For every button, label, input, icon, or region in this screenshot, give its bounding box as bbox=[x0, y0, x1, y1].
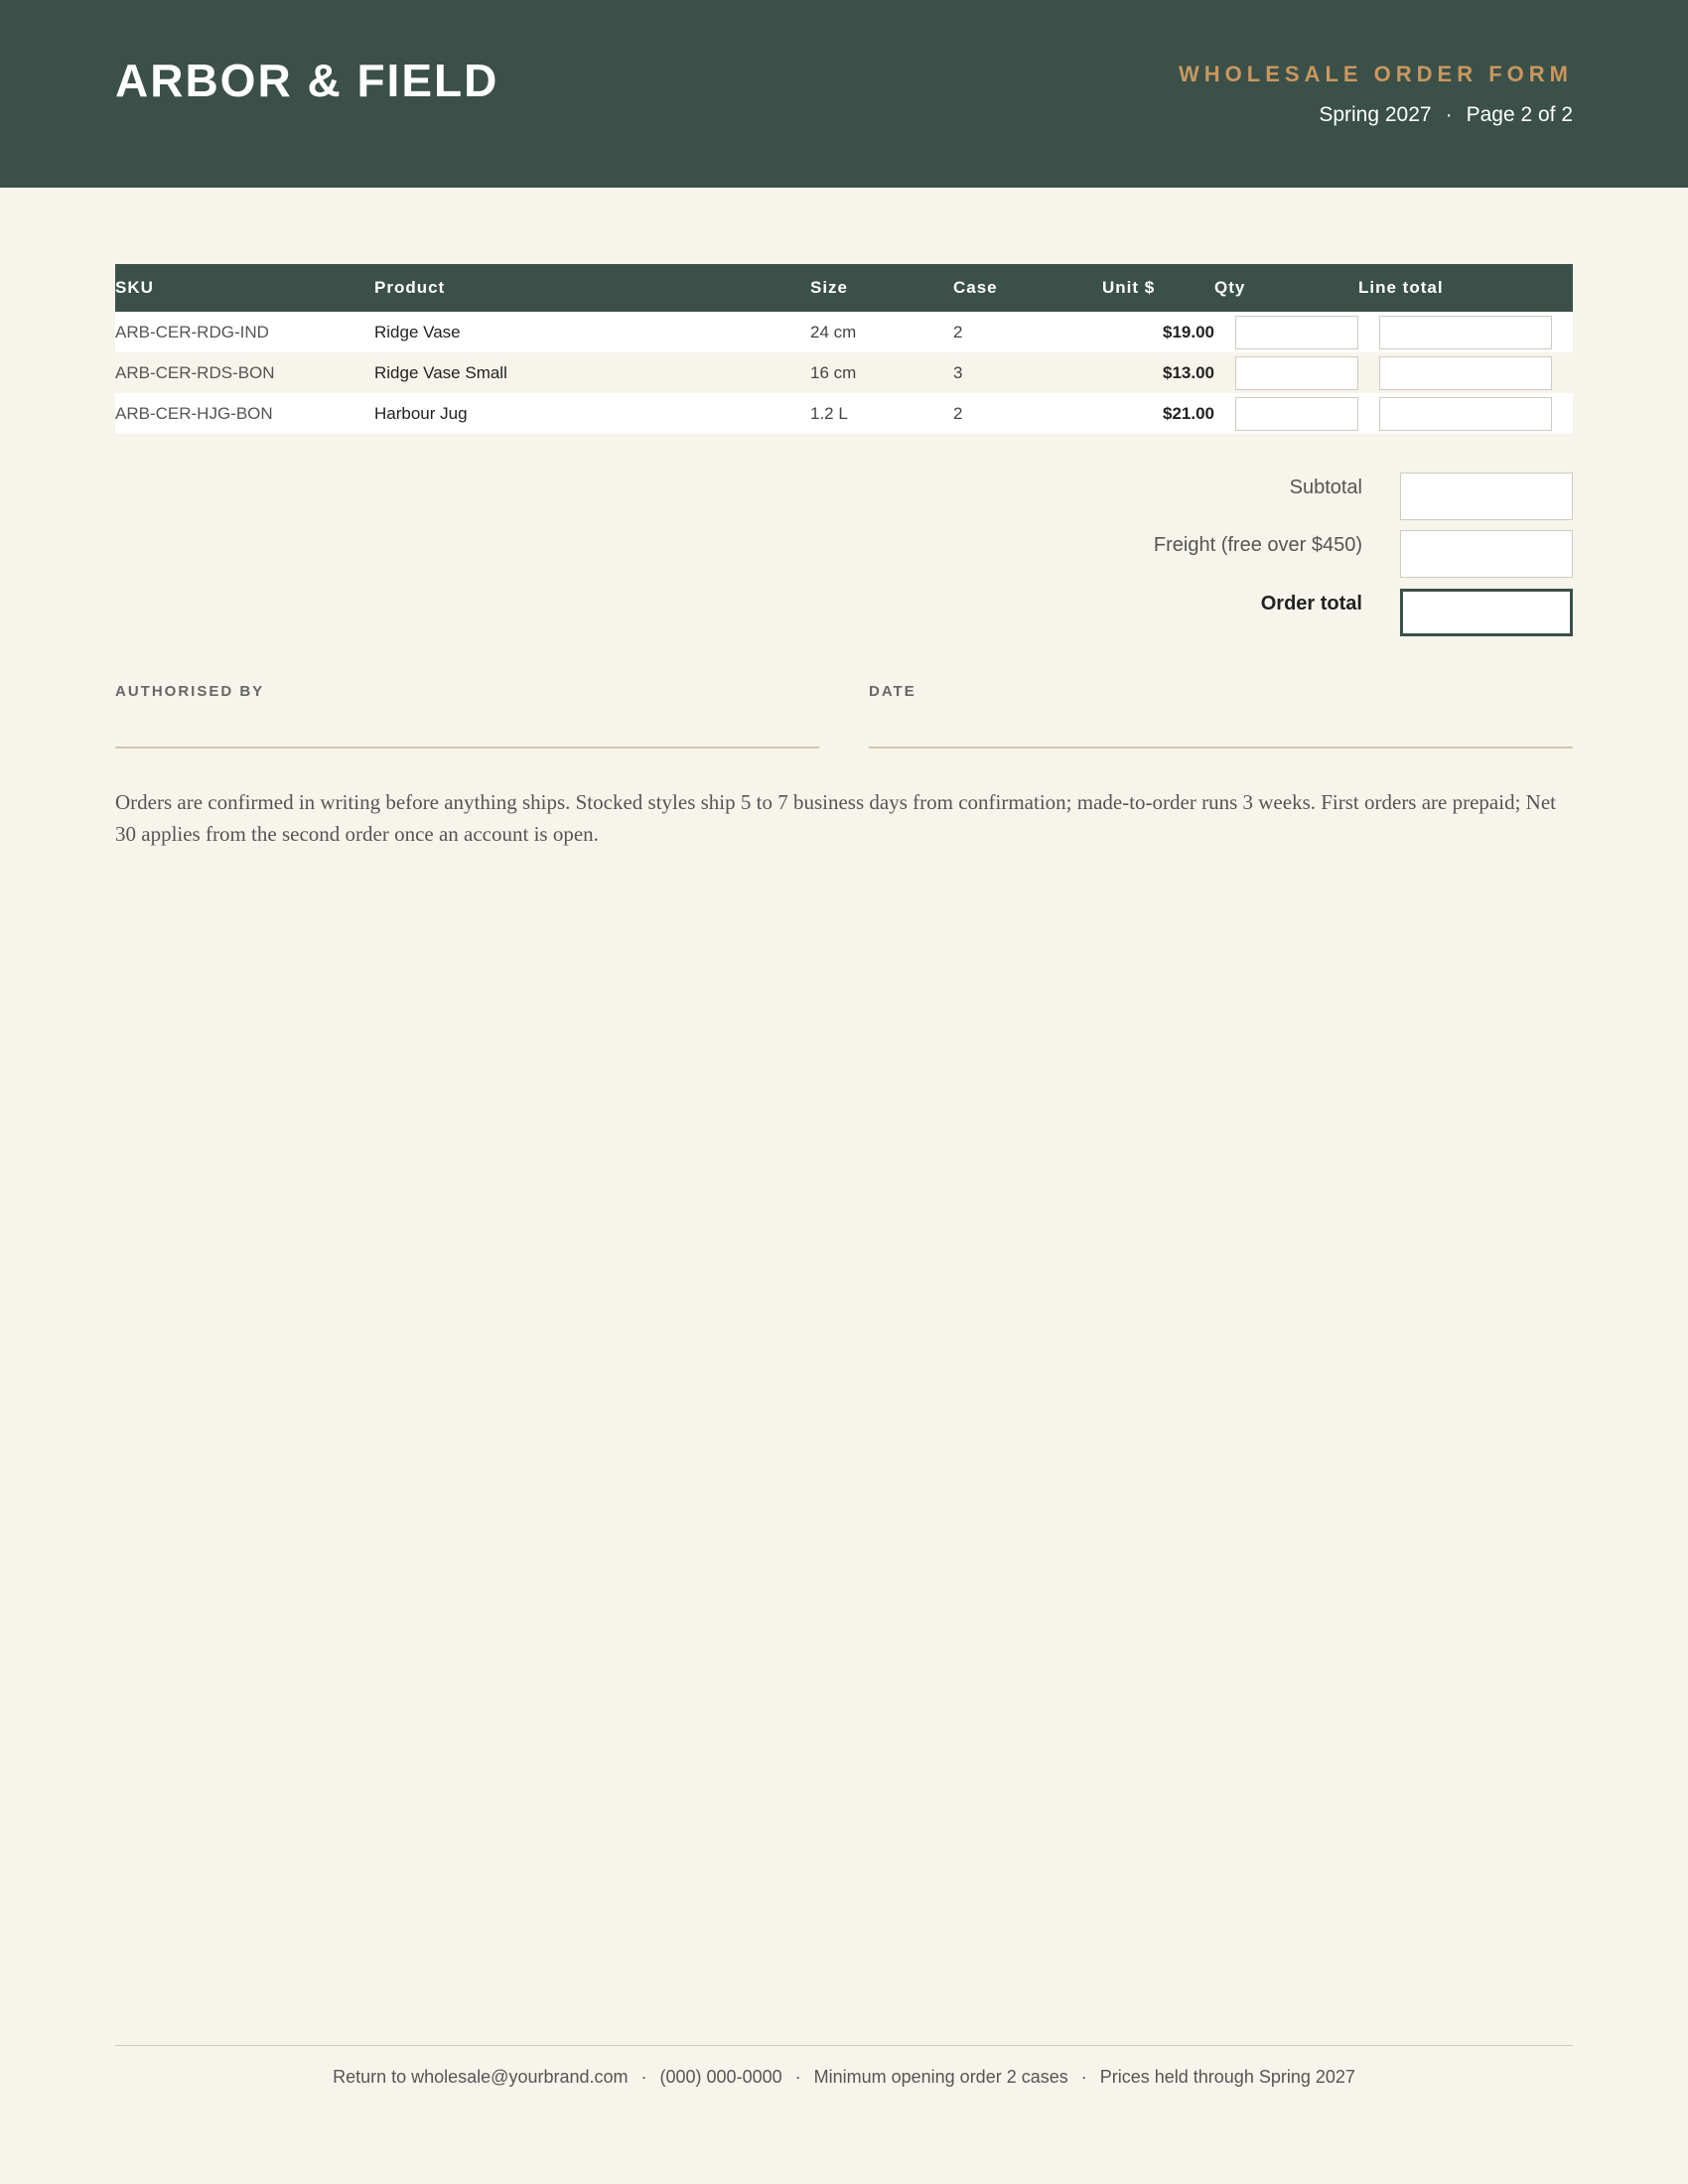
line-total-input[interactable] bbox=[1379, 356, 1552, 390]
footer-separator: · bbox=[794, 2067, 801, 2087]
sku-cell: ARB-CER-RDG-IND bbox=[115, 312, 374, 352]
line-total-cell bbox=[1358, 352, 1573, 393]
size-cell: 24 cm bbox=[810, 312, 953, 352]
product-cell: Ridge Vase Small bbox=[374, 352, 810, 393]
table-row bbox=[115, 393, 1573, 434]
order-total-label: Order total bbox=[1260, 593, 1362, 614]
col-header-product: Product bbox=[374, 264, 810, 312]
subtotal-input[interactable] bbox=[1400, 473, 1573, 520]
footer-divider bbox=[115, 2045, 1573, 2046]
freight-input[interactable] bbox=[1400, 530, 1573, 578]
order-table bbox=[115, 264, 1573, 434]
case-cell: 2 bbox=[953, 312, 1102, 352]
subtotal-label: Subtotal bbox=[1289, 477, 1362, 498]
col-header-qty: Qty bbox=[1214, 264, 1358, 312]
case-cell: 3 bbox=[953, 352, 1102, 393]
product-cell: Harbour Jug bbox=[374, 393, 810, 434]
qty-cell bbox=[1214, 352, 1358, 393]
form-title: WHOLESALE ORDER FORM bbox=[1179, 62, 1573, 86]
product-cell: Ridge Vase bbox=[374, 312, 810, 352]
page-footer bbox=[0, 2067, 1688, 2088]
order-total-input[interactable] bbox=[1400, 589, 1573, 636]
header-meta bbox=[1319, 103, 1573, 127]
line-total-cell bbox=[1358, 393, 1573, 434]
date-line[interactable] bbox=[869, 747, 1573, 749]
table-row bbox=[115, 312, 1573, 352]
meta-separator: · bbox=[1445, 103, 1453, 126]
qty-input[interactable] bbox=[1235, 397, 1358, 431]
table-row bbox=[115, 352, 1573, 393]
col-header-line-total: Line total bbox=[1358, 264, 1573, 312]
qty-input[interactable] bbox=[1235, 356, 1358, 390]
footer-separator: · bbox=[1080, 2067, 1087, 2087]
footer-separator: · bbox=[640, 2067, 647, 2087]
qty-input[interactable] bbox=[1235, 316, 1358, 349]
qty-cell bbox=[1214, 312, 1358, 352]
freight-label: Freight (free over $450) bbox=[1153, 534, 1362, 556]
table-header-row bbox=[115, 264, 1573, 312]
size-cell: 16 cm bbox=[810, 352, 953, 393]
col-header-sku: SKU bbox=[115, 264, 374, 312]
unit-price-cell: $13.00 bbox=[1102, 352, 1214, 393]
footer-phone: (000) 000-0000 bbox=[659, 2067, 782, 2087]
line-total-input[interactable] bbox=[1379, 397, 1552, 431]
brand-name: ARBOR & FIELD bbox=[115, 55, 499, 106]
col-header-size: Size bbox=[810, 264, 953, 312]
season-label: Spring 2027 bbox=[1319, 103, 1432, 126]
sku-cell: ARB-CER-HJG-BON bbox=[115, 393, 374, 434]
col-header-case: Case bbox=[953, 264, 1102, 312]
unit-price-cell: $21.00 bbox=[1102, 393, 1214, 434]
footer-price-note: Prices held through Spring 2027 bbox=[1099, 2067, 1355, 2087]
footer-minimum-order: Minimum opening order 2 cases bbox=[813, 2067, 1068, 2087]
col-header-unit-price: Unit $ bbox=[1102, 264, 1214, 312]
case-cell: 2 bbox=[953, 393, 1102, 434]
qty-cell bbox=[1214, 393, 1358, 434]
authorised-by-label: AUTHORISED BY bbox=[115, 683, 265, 700]
sku-cell: ARB-CER-RDS-BON bbox=[115, 352, 374, 393]
date-label: DATE bbox=[869, 683, 916, 700]
page-number: Page 2 of 2 bbox=[1466, 103, 1573, 126]
footer-return-email: Return to wholesale@yourbrand.com bbox=[333, 2067, 629, 2087]
line-total-cell bbox=[1358, 312, 1573, 352]
terms-note: Orders are confirmed in writing before anything ships. Stocked styles ship 5 to 7 business days from confirmation; made-to-order runs 3 weeks. First orders are prepaid; Net 30 applies from the second order once an account is open. bbox=[115, 790, 1556, 846]
line-total-input[interactable] bbox=[1379, 316, 1552, 349]
size-cell: 1.2 L bbox=[810, 393, 953, 434]
authorised-by-line[interactable] bbox=[115, 747, 819, 749]
unit-price-cell: $19.00 bbox=[1102, 312, 1214, 352]
page-header bbox=[0, 0, 1688, 188]
